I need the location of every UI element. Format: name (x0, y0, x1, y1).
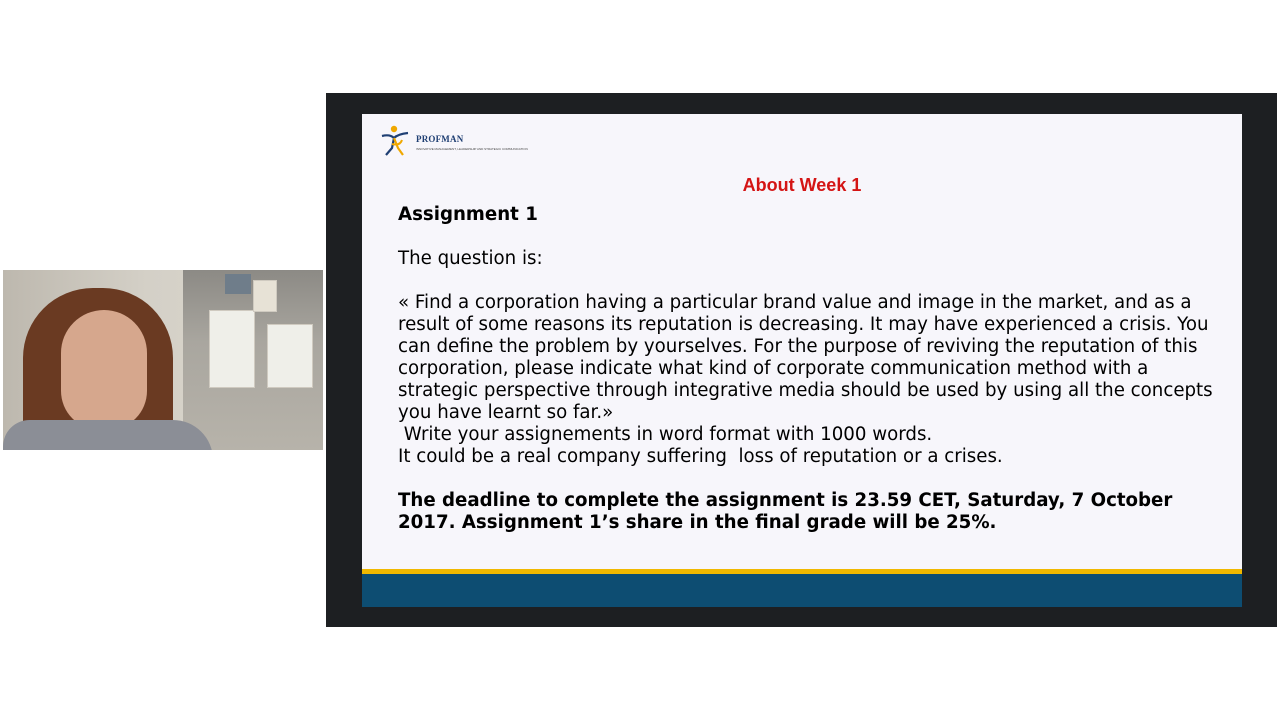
logo-tagline: INNOVATIVE MANAGEMENT, LEADERSHIP AND STRATEGIC COMMUNICATION (416, 147, 528, 151)
slide-title: About Week 1 (742, 175, 862, 195)
profman-figure-icon (378, 124, 418, 158)
slide-footer-blue-bar (362, 574, 1242, 607)
webcam-wall-paper (209, 310, 255, 388)
webcam-wall-photo (225, 274, 251, 294)
presenter-shirt (3, 420, 213, 450)
presenter-webcam-video[interactable] (3, 270, 323, 450)
webcam-wall-paper (267, 324, 313, 388)
assignment-heading: Assignment 1 (398, 204, 538, 225)
presenter-face (61, 310, 147, 430)
slide-body (398, 204, 1228, 534)
profman-logo (378, 124, 528, 158)
logo-wordmark: PROFMAN (416, 134, 464, 144)
assignment-question: « Find a corporation having a particular brand value and image in the market, and as a result of some reasons its reputation is decreasing. It may have experienced a crisis. You can define the problem by yourselves. For the purpose of reviving the reputation of this corporation, please indicate what kind of corporate communication method with a strategic perspective through integrative media should be used by using all the concepts you have learnt so far.» (398, 292, 1213, 423)
question-label: The question is: (398, 248, 543, 269)
company-note: It could be a real company suffering loss of reputation or a crises. (398, 446, 1003, 467)
deadline-text: The deadline to complete the assignment is 23.59 CET, Saturday, 7 October 2017. Assignment 1’s share in the final grade will be 25%. (398, 490, 1173, 533)
slide-frame (326, 93, 1277, 627)
presentation-slide (362, 114, 1242, 607)
format-instruction: Write your assignements in word format with 1000 words. (398, 424, 933, 445)
webcam-wall-note (253, 280, 277, 312)
